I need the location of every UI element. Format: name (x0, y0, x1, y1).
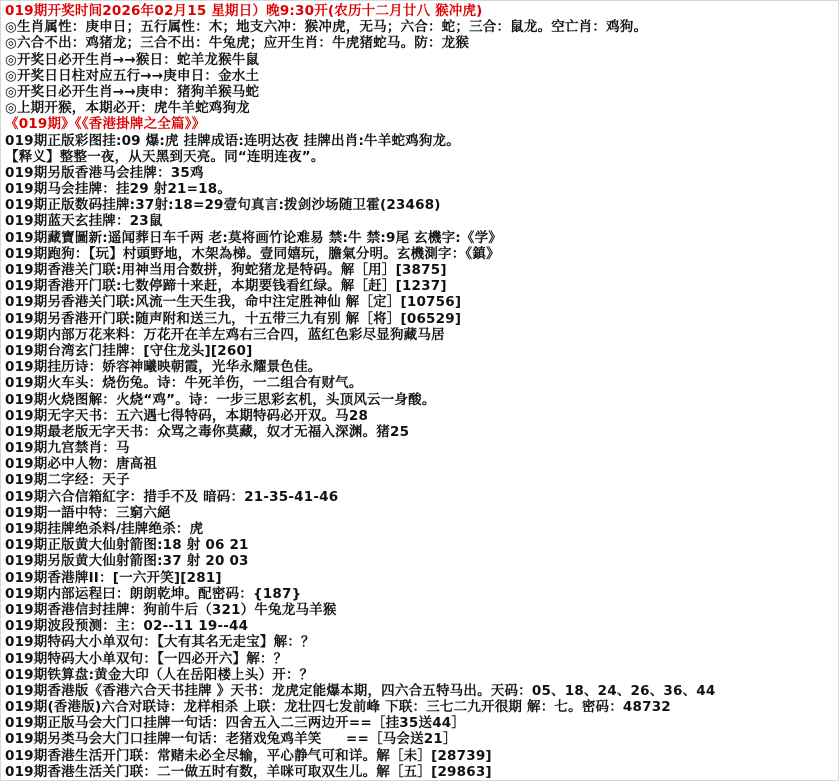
info-line: 019期无字天书：五六遇七得特码，本期特码必开双。马28 (5, 407, 369, 424)
info-line: 019期一語中特：三窮六絕 (5, 504, 171, 521)
info-line: 019期必中人物：唐高祖 (5, 456, 158, 473)
info-line: ◎上期开猴，本期必开：虎牛羊蛇鸡狗龙 (5, 100, 250, 117)
info-line: 019期挂牌绝杀料/挂牌绝杀：虎 (5, 521, 204, 537)
info-line: 019期(香港版)六合对联诗：龙样相杀 上联：龙壮四七发前峰 下联：三七二九开很期 解：七。密码：48732 (5, 699, 671, 716)
info-line: 019期波段预测：主：02--11 19--44 (5, 618, 249, 635)
info-line: 019期内部万花来料：万花开在羊左鸡右三合四，蓝红色彩尽显狗藏马居 (5, 326, 445, 343)
info-line: 019期香港牌II：[一六开笑][281] (5, 569, 222, 586)
info-line: 【释义】整整一夜，从天黑到天亮。同“连明连夜”。 (5, 148, 325, 165)
info-line: 019期另香港关门联:风流一生天生我，命中注定胜神仙 解［定］[10756] (5, 294, 462, 311)
info-line: 019期特码大小单双句：【大有其名无走宝】解：？ (5, 634, 315, 651)
info-line: 019期火烧图解：火烧“鸡”。诗：一步三思彩玄机，头顶风云一身酸。 (5, 391, 436, 408)
info-line: ◎开奖日日柱对应五行→→庚申日：金水土 (5, 67, 260, 84)
info-line: 019期铁算盘:黄金大印（人在岳阳楼上头）开：？ (5, 666, 314, 683)
info-line: 019期最老版无字天书：众骂之毒你莫藏，奴才无福入深渊。猪25 (5, 423, 410, 440)
info-line: 019期二字经：天子 (5, 472, 130, 489)
info-line: 019期另香港开门联:随声附和送三九，十五带三九有别 解［将］[06529] (5, 310, 462, 327)
info-line: 019期马会挂牌：挂29 射21=18。 (5, 181, 232, 198)
info-line: 019期火车头：烧伤兔。诗：牛死羊伤，一二组合有财气。 (5, 375, 363, 392)
info-line: 019期香港开门联:七数停蹄十来赶，本期要钱看红绿。解［赶］[1237] (5, 278, 447, 295)
info-line: 019期蓝天玄挂牌：23鼠 (5, 213, 163, 230)
info-line: 019期另类马会大门口挂牌一句话：老猪戏兔鸡羊笑 ==［马会送21］ (5, 731, 457, 748)
section-title: 《019期》《《香港掛牌之全篇》》 (5, 116, 206, 133)
info-line: 019期挂历诗：娇容神曦映朝霞，光华永耀景色佳。 (5, 359, 322, 376)
info-line: 019期香港生活关门联：二一做五时有数，羊咪可取双生儿。解［五］[29863] (5, 763, 492, 780)
info-line: 019期香港关门联:用神当用合数拼，狗蛇猪龙是特码。解［用］[3875] (5, 262, 447, 278)
draw-time-header: 019期开奖时间2026年02月15 星期日）晚9:30开(农历十二月廿八 猴冲虎) (5, 3, 483, 19)
info-line: 019期正版数码挂牌:37射:18=29壹句真言:拨剑沙场随卫霍(23468) (5, 197, 441, 214)
info-line: 019期内部运程曰：朗朗乾坤。配密码：{187} (5, 585, 302, 602)
info-line: 019期另版香港马会挂牌：35鸡 (5, 164, 204, 181)
info-line: 019期九宫禁肖：马 (5, 440, 130, 457)
info-line: ◎开奖日必开生肖→→庚申：猪狗羊猴马蛇 (5, 83, 260, 100)
info-line: 019期藏寶圖新:遥闻葬日车千两 老:莫将画竹论难易 禁:牛 禁:9尾 玄機字:《学》 (5, 229, 502, 246)
info-line: 019期香港版《香港六合天书挂牌 》天书：龙虎定能爆本期，四六合五特马出。天码：05、18、24、26、36、44 (5, 682, 716, 699)
info-line: 019期特码大小单双句：【一四必开六】解：？ (5, 650, 288, 667)
info-line: 019期正版马会大门口挂牌一句话：四舍五入二三两边开==［挂35送44］ (5, 715, 466, 732)
info-line: 019期另版黄大仙射箭图:37 射 20 03 (5, 553, 249, 570)
info-line: 019期正版彩图挂:09 爆:虎 挂牌成语:连明达夜 挂牌出肖:牛羊蛇鸡狗龙。 (5, 132, 460, 149)
info-line: 019期香港信封挂牌：狗前牛后（321）牛兔龙马羊猴 (5, 601, 337, 618)
info-line: ◎生肖属性：庚申日；五行属性：木；地支六冲：猴冲虎，无马；六合：蛇；三合：鼠龙。空亡肖：鸡狗。 (5, 19, 648, 36)
info-line: 019期正版黄大仙射箭图:18 射 06 21 (5, 537, 249, 554)
info-line: ◎六合不出：鸡猪龙；三合不出：牛兔虎；应开生肖：牛虎猪蛇马。防：龙猴 (5, 35, 470, 52)
info-line: ◎开奖日必开生肖→→猴日：蛇羊龙猴牛鼠 (5, 51, 260, 68)
info-line: 019期台湾玄门挂牌：[守住龙头][260] (5, 342, 253, 359)
info-line: 019期跑狗：【玩】村頭野地，木架為梯。壹同嬉玩，膽氣分明。玄機測字：《鎮》 (5, 245, 500, 262)
info-line: 019期六合信箱紅字：措手不及 暗码：21-35-41-46 (5, 488, 339, 505)
info-line: 019期香港生活开门联：常赌未必全尽输，平心静气可和详。解［未］[28739] (5, 747, 492, 764)
